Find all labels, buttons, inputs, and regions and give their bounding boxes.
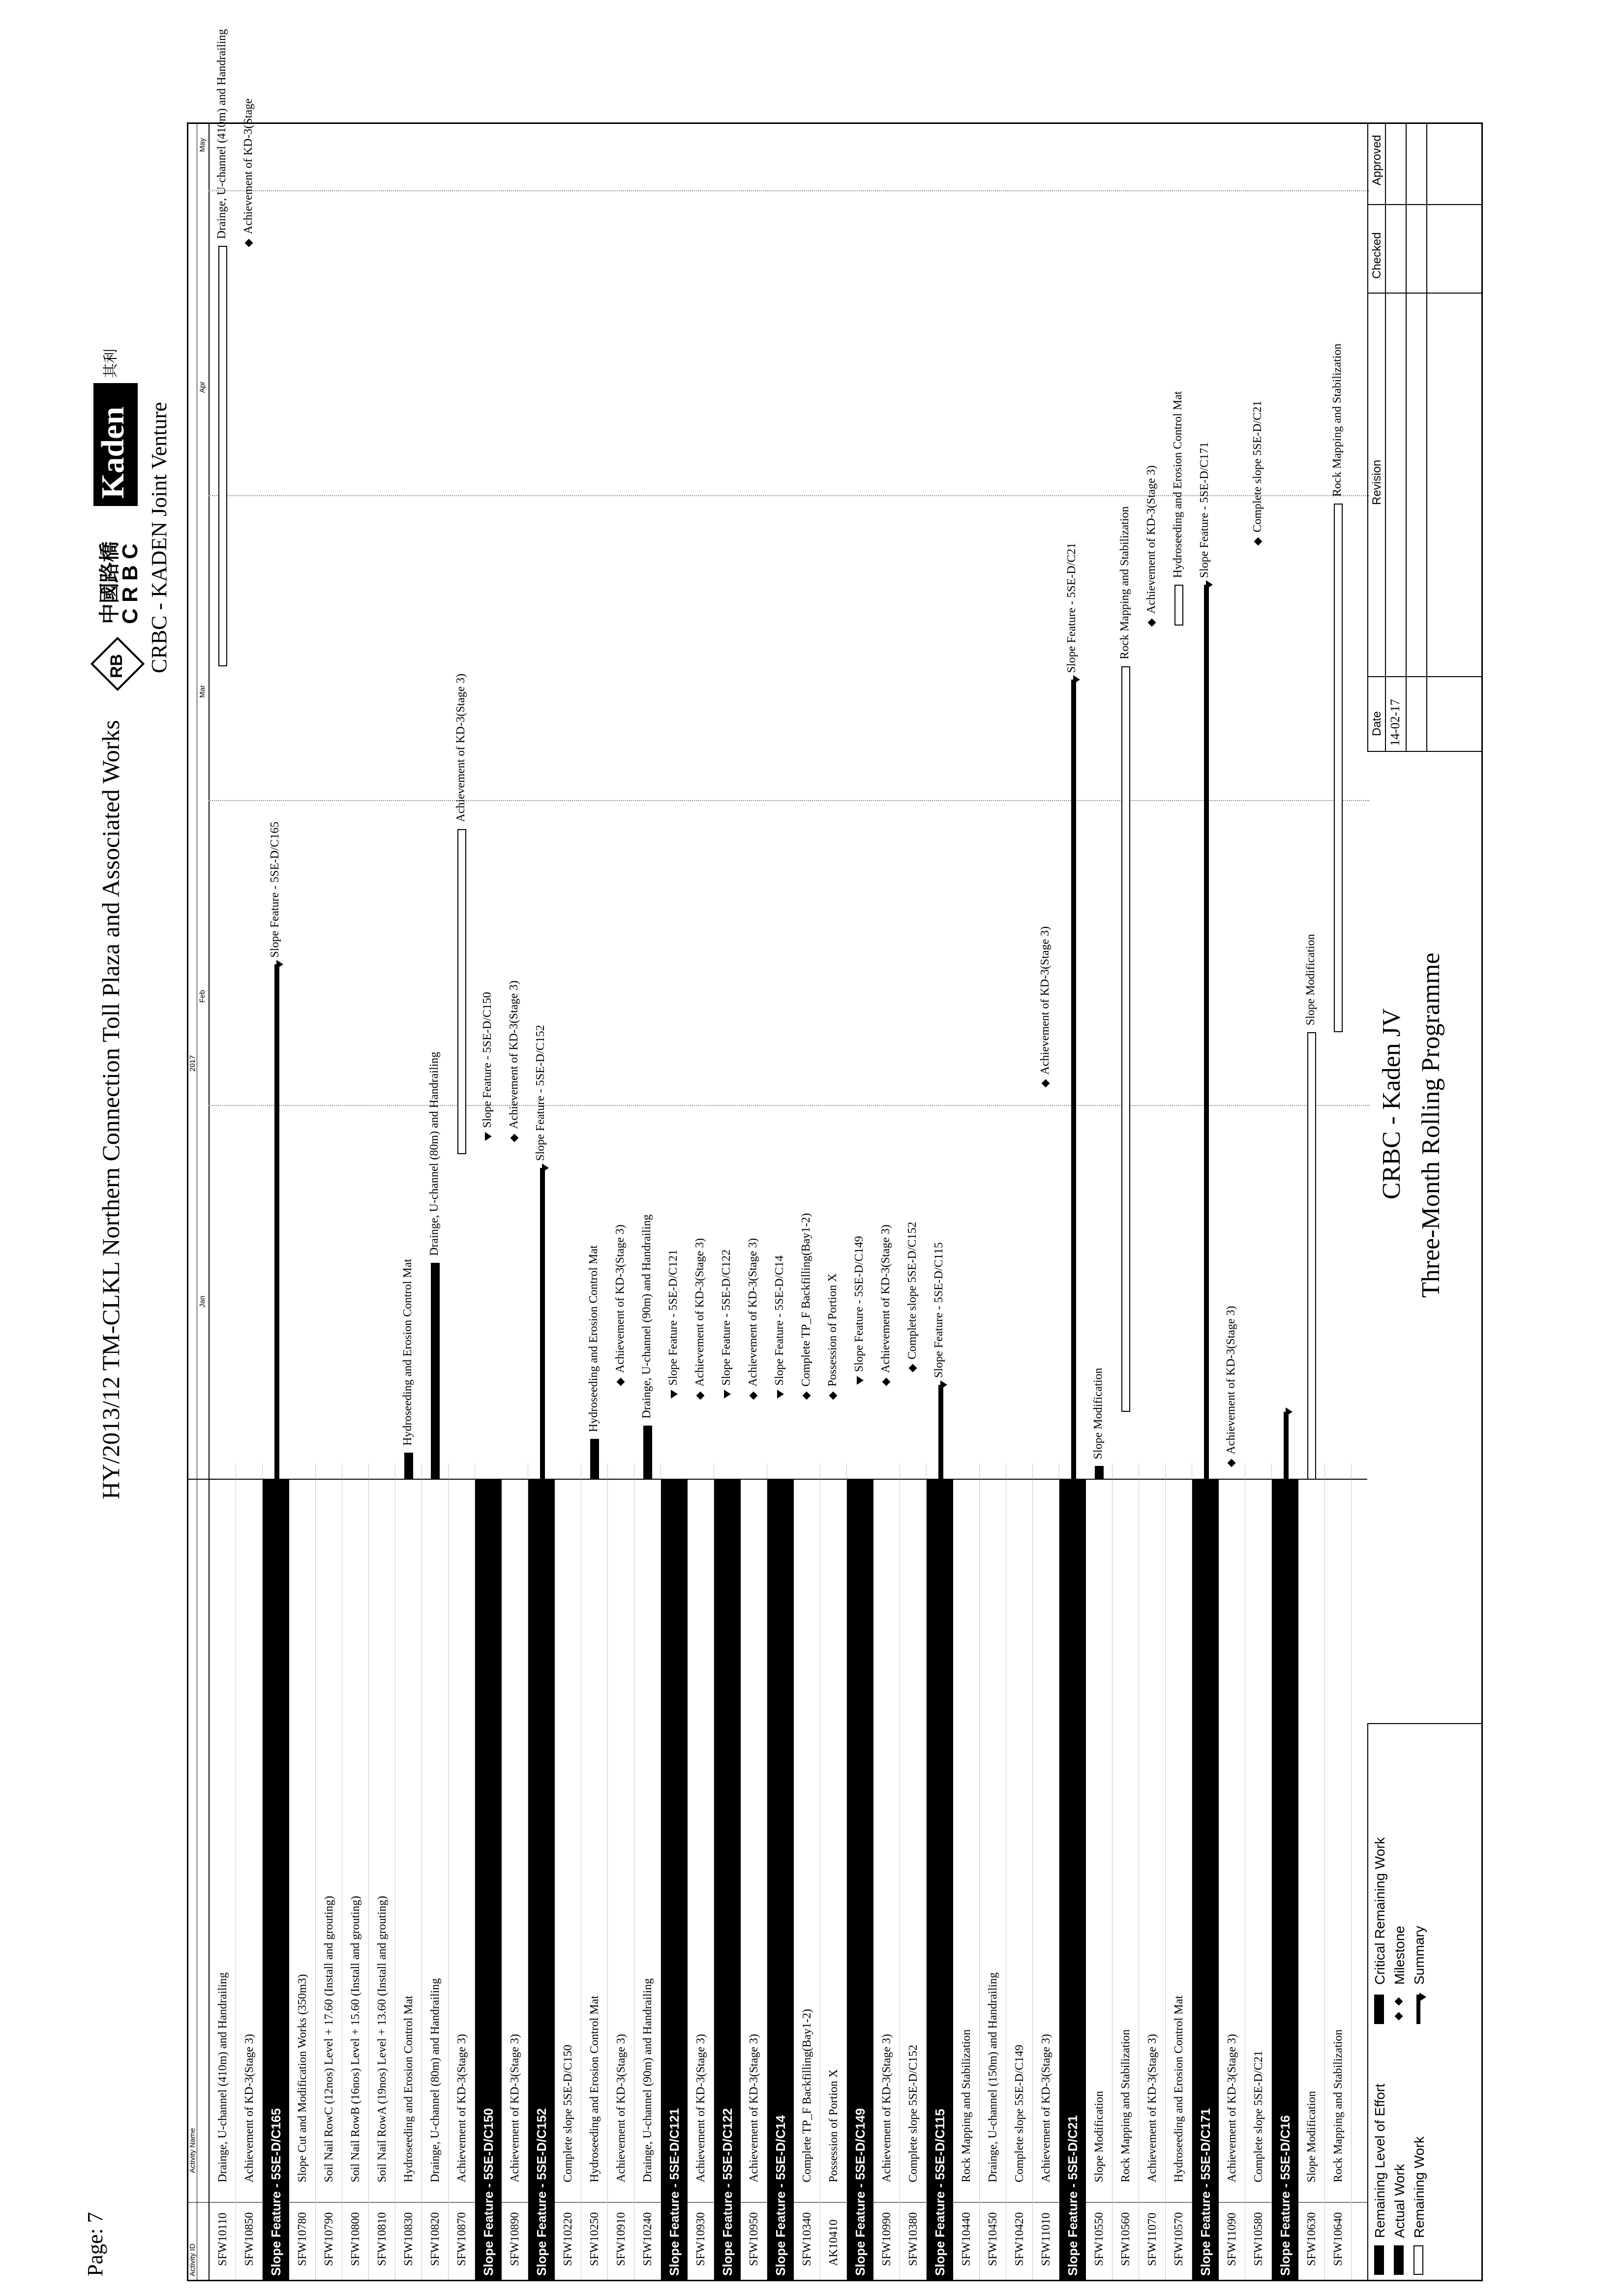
activity-id: SFW10110: [216, 2212, 229, 2266]
actual-work-bar: [431, 1263, 440, 1480]
summary-row: [1272, 131, 1298, 2280]
activity-row: [741, 131, 767, 2280]
summary-row: [661, 131, 688, 2280]
bar-label: Achievement of KD-3(Stage: [242, 98, 255, 235]
remaining-work-bar: [1307, 1032, 1316, 1480]
bar-label: Drainge, U-channel (410m) and Handrailing: [215, 29, 228, 239]
activity-row: [342, 131, 369, 2280]
activity-row: [236, 98, 263, 2280]
summary-marker: [857, 1376, 864, 1385]
bar-label: Slope Feature - 5SE-D/C149: [853, 1236, 866, 1372]
bar-label: Slope Feature - 5SE-D/C115: [932, 1242, 945, 1378]
bar-label: Slope Modification: [1304, 934, 1317, 1026]
activity-row: [1006, 131, 1033, 2280]
activity-name: Slope Cut and Modification Works (350m3): [296, 1974, 309, 2182]
milestone-marker: [750, 1391, 758, 1400]
summary-row: [714, 131, 741, 2280]
bar-label: Possession of Portion X: [826, 1273, 839, 1387]
logo-crbc: C R B C: [118, 543, 142, 624]
activity-name: Complete slope 5SE-D/C149: [1013, 2045, 1026, 2182]
milestone-marker: [882, 1378, 891, 1386]
summary-marker: [724, 1390, 731, 1399]
joint-venture-label: CRBC - KADEN Joint Venture: [147, 402, 171, 673]
month-mar: Mar: [198, 685, 207, 698]
bar-label: Achievement of KD-3(Stage 3): [747, 1238, 759, 1387]
actual-work-bar: [590, 1439, 599, 1480]
milestone-marker: [1228, 1459, 1236, 1467]
legend-remaining-work: Remaining Work: [1412, 2136, 1427, 2238]
legend-summary-icon: [1419, 1993, 1426, 2001]
milestone-marker: [1254, 537, 1263, 545]
activity-id: SFW10220: [562, 2212, 574, 2266]
activity-name: Soil Nail RowB (16nos) Level + 15.60 (Install and grouting): [349, 1896, 362, 2182]
activity-id: SFW11090: [1226, 2212, 1238, 2266]
bar-label: Drainge, U-channel (90m) and Handrailing: [640, 1214, 653, 1419]
bar-label: Achievement of KD-3(Stage 3): [508, 980, 520, 1129]
activity-row: [873, 131, 900, 2280]
summary-label: Slope Feature - 5SE-D/C14: [773, 2115, 788, 2276]
activity-row: [820, 131, 847, 2280]
summary-bar: [540, 1168, 545, 1480]
summary-row: [263, 131, 289, 2280]
activity-id: SFW10790: [323, 2212, 335, 2266]
activity-row: [581, 131, 608, 2280]
activity-name: Complete slope 5SE-D/C150: [562, 2045, 574, 2182]
bar-label: Complete TP_F Backfilling(Bay1-2): [800, 1213, 812, 1387]
activity-name: Soil Nail RowC (12nos) Level + 17.60 (Install and grouting): [323, 1896, 335, 2182]
activity-id: SFW10440: [960, 2212, 973, 2266]
bar-label: Hydroseeding and Erosion Control Mat: [1172, 391, 1184, 578]
legend-remaining-level: Remaining Level of Effort: [1372, 2084, 1387, 2238]
activity-name: Hydroseeding and Erosion Control Mat: [1173, 1996, 1185, 2182]
summary-bar: [1071, 680, 1076, 1480]
activity-name: Drainge, U-channel (90m) and Handrailing: [641, 1978, 654, 2182]
activity-name: Achievement of KD-3(Stage 3): [748, 2034, 760, 2182]
milestone-marker: [696, 1391, 705, 1400]
activity-row: [900, 131, 927, 2280]
summary-end-marker: [940, 1380, 947, 1389]
activity-row: [1033, 131, 1059, 2280]
activity-name: Hydroseeding and Erosion Control Mat: [588, 1996, 601, 2182]
rev-date-value: 14-02-17: [1388, 699, 1402, 746]
milestone-marker: [829, 1391, 838, 1400]
legend-actual-work: Actual Work: [1392, 2164, 1407, 2238]
activity-name: Slope Modification: [1093, 2091, 1106, 2182]
activity-name: Achievement of KD-3(Stage 3): [509, 2034, 521, 2182]
activity-id: SFW11010: [1040, 2212, 1053, 2266]
bar-label: Achievement of KD-3(Stage 3): [1145, 465, 1158, 614]
remaining-work-bar: [1174, 585, 1183, 626]
milestone-marker: [511, 1133, 519, 1142]
activity-id: SFW10910: [615, 2212, 628, 2266]
summary-marker: [485, 1132, 492, 1141]
kaden-chinese: 其利: [102, 349, 120, 378]
activity-name: Rock Mapping and Stabilization: [960, 2029, 973, 2182]
activity-name: Possession of Portion X: [827, 2069, 840, 2182]
rb-logo-text: RB: [107, 654, 126, 678]
activity-name: Achievement of KD-3(Stage 3): [615, 2034, 628, 2182]
activity-row: [369, 131, 395, 2280]
summary-label: Slope Feature - 5SE-D/C121: [667, 2108, 682, 2276]
actual-work-bar: [1095, 1466, 1104, 1480]
activity-row: [210, 29, 236, 2280]
activity-id: SFW10630: [1305, 2212, 1318, 2266]
summary-label: Slope Feature - 5SE-D/C21: [1065, 2115, 1080, 2276]
milestone-marker: [1042, 1079, 1050, 1088]
bar-label: Drainge, U-channel (80m) and Handrailing: [428, 1051, 441, 1256]
activity-id: SFW10570: [1173, 2212, 1185, 2266]
activity-name: Rock Mapping and Stabilization: [1332, 2029, 1345, 2182]
milestone-marker: [617, 1378, 625, 1386]
activity-row: [980, 131, 1006, 2280]
bar-label: Slope Feature - 5SE-D/C121: [667, 1249, 680, 1386]
activity-row: [422, 131, 449, 2280]
legend-swatch-actual: [1394, 2245, 1404, 2275]
kaden-logo-text: Kaden: [95, 406, 131, 499]
logo-block: [89, 152, 172, 693]
summary-row: [1059, 131, 1086, 2280]
activity-name: Achievement of KD-3(Stage 3): [1040, 2034, 1053, 2182]
bar-label: Achievement of KD-3(Stage 3): [614, 1224, 627, 1373]
activity-id: SFW10580: [1252, 2212, 1265, 2266]
legend: [1367, 1724, 1482, 2280]
bar-label: Achievement of KD-3(Stage 3): [1039, 926, 1052, 1075]
activity-row: [316, 131, 342, 2280]
activity-id: SFW10450: [987, 2212, 999, 2266]
legend-summary: Summary: [1412, 1926, 1427, 1985]
summary-bar: [1284, 1412, 1289, 1480]
bar-label: Slope Feature - 5SE-D/C21: [1065, 542, 1078, 673]
legend-milestone: Milestone: [1392, 1926, 1407, 1985]
rev-header-revision: Revision: [1370, 459, 1383, 505]
activity-name: Soil Nail RowA (19nos) Level + 13.60 (Install and grouting): [376, 1896, 389, 2182]
column-header-activity-id: Activity ID: [188, 2243, 197, 2276]
activity-name: Achievement of KD-3(Stage 3): [880, 2034, 893, 2182]
activity-id: SFW10560: [1119, 2212, 1132, 2266]
activity-id: SFW10950: [748, 2212, 760, 2266]
rev-header-checked: Checked: [1370, 232, 1383, 279]
summary-bar: [274, 964, 279, 1480]
column-header-activity-name: Activity Name: [188, 2128, 197, 2173]
activity-row: [1139, 131, 1166, 2280]
activity-row: [1219, 131, 1245, 2280]
bar-label: Rock Mapping and Stabilization: [1331, 343, 1344, 497]
activity-id: SFW10420: [1013, 2212, 1026, 2266]
bar-label: Complete slope 5SE-D/C152: [906, 1222, 919, 1360]
remaining-work-bar: [457, 829, 466, 1155]
bar-label: Hydroseeding and Erosion Control Mat: [401, 1258, 414, 1446]
rev-header-approved: Approved: [1370, 135, 1383, 185]
activity-row: [502, 131, 528, 2280]
bar-label: Slope Feature - 5SE-D/C152: [534, 1025, 547, 1161]
milestone-marker: [1148, 619, 1156, 627]
legend-swatch-remaining: [1413, 2245, 1423, 2275]
footer-programme: Three-Month Rolling Programme: [1417, 953, 1445, 1298]
activity-row: [555, 131, 581, 2280]
summary-label: Slope Feature - 5SE-D/C171: [1198, 2108, 1213, 2276]
summary-row: [528, 131, 555, 2280]
activity-row: [608, 131, 634, 2280]
summary-label: Slope Feature - 5SE-D/C152: [534, 2108, 549, 2276]
rev-header-date: Date: [1370, 711, 1383, 736]
footer-company: CRBC - Kaden JV: [1378, 1008, 1406, 1199]
activity-name: Achievement of KD-3(Stage 3): [694, 2034, 707, 2182]
logo-chinese: 中國路橋: [97, 541, 121, 624]
activity-id: AK10410: [827, 2219, 840, 2266]
summary-row: [927, 131, 953, 2280]
activity-id: SFW10800: [349, 2212, 362, 2266]
bar-label: Slope Modification: [1092, 1368, 1105, 1460]
legend-milestone-icon-2: [1395, 1998, 1403, 2006]
activity-id: SFW10240: [641, 2212, 654, 2266]
activity-name: Achievement of KD-3(Stage 3): [1226, 2034, 1238, 2182]
summary-row: [767, 131, 794, 2280]
legend-critical-remaining: Critical Remaining Work: [1372, 1837, 1387, 1985]
activity-row: [449, 131, 475, 2280]
revision-table: [1367, 123, 1482, 752]
bar-label: Achievement of KD-3(Stage 3): [693, 1238, 706, 1387]
activity-name: Achievement of KD-3(Stage 3): [455, 2034, 468, 2182]
activity-name: Complete slope 5SE-D/C152: [907, 2045, 920, 2182]
summary-label: Slope Feature - 5SE-D/C115: [932, 2109, 947, 2276]
activity-row: [688, 131, 714, 2280]
activity-name: Rock Mapping and Stabilization: [1119, 2029, 1132, 2182]
activity-row: [634, 131, 661, 2280]
activity-row: [1086, 131, 1113, 2280]
activity-name: Achievement of KD-3(Stage 3): [1146, 2034, 1159, 2182]
bar-label: Slope Feature - 5SE-D/C14: [773, 1255, 786, 1386]
activity-name: Hydroseeding and Erosion Control Mat: [402, 1996, 415, 2182]
activity-name: Complete TP_F Backfilling(Bay1-2): [801, 2009, 813, 2182]
activity-id: SFW10340: [801, 2212, 813, 2266]
summary-bar: [938, 1385, 943, 1480]
activity-name: Slope Modification: [1305, 2091, 1318, 2182]
bar-label: Achievement of KD-3(Stage 3): [879, 1224, 892, 1373]
page-label: Page: 7: [83, 2212, 107, 2276]
bar-label: Rock Mapping and Stabilization: [1118, 506, 1131, 659]
month-jan: Jan: [198, 1295, 207, 1308]
activity-id: SFW10380: [907, 2212, 920, 2266]
bar-label: Slope Feature - 5SE-D/C165: [269, 821, 281, 958]
summary-end-marker: [1073, 675, 1080, 684]
activity-name: Drainge, U-channel (410m) and Handrailing: [216, 1972, 229, 2182]
month-apr: Apr: [198, 381, 207, 393]
project-title: HY/2013/12 TM-CLKL Northern Connection Toll Plaza and Associated Works: [97, 720, 124, 1499]
activity-table: [210, 29, 1365, 2280]
activity-row: [395, 131, 422, 2280]
activity-row: [1245, 131, 1272, 2280]
activity-id: SFW10550: [1093, 2212, 1106, 2266]
actual-work-bar: [643, 1426, 652, 1480]
actual-work-bar: [404, 1453, 413, 1480]
bar-label: Complete slope 5SE-D/C21: [1251, 400, 1264, 533]
summary-row: [847, 131, 873, 2280]
legend-milestone-icon: [1395, 2012, 1403, 2021]
summary-marker: [777, 1390, 784, 1399]
summary-end-marker: [276, 960, 283, 969]
activity-row: [794, 131, 820, 2280]
summary-label: Slope Feature - 5SE-D/C149: [853, 2108, 868, 2276]
activity-row: [1298, 131, 1325, 2280]
activity-id: SFW10810: [376, 2212, 389, 2266]
activity-name: Drainge, U-channel (80m) and Handrailing: [429, 1978, 442, 2182]
activity-row: [953, 131, 980, 2280]
activity-id: SFW10870: [455, 2212, 468, 2266]
activity-row: [1166, 131, 1192, 2280]
bar-label: Slope Feature - 5SE-D/C122: [720, 1249, 733, 1386]
summary-end-marker: [542, 1163, 549, 1172]
summary-label: Slope Feature - 5SE-D/C122: [720, 2108, 735, 2276]
summary-bar: [1204, 585, 1209, 1480]
summary-marker: [671, 1390, 678, 1399]
milestone-marker: [803, 1391, 811, 1400]
bar-label: Achievement of KD-3(Stage 3): [1225, 1306, 1237, 1455]
month-may: May: [198, 138, 207, 152]
summary-row: [475, 131, 502, 2280]
activity-id: SFW10780: [296, 2212, 309, 2266]
activity-row: [289, 131, 316, 2280]
milestone-marker: [909, 1364, 917, 1372]
activity-row: [1113, 131, 1139, 2280]
activity-name: Drainge, U-channel (150m) and Handrailing: [987, 1972, 999, 2182]
activity-id: SFW10850: [243, 2212, 256, 2266]
bar-label: Hydroseeding and Erosion Control Mat: [587, 1245, 600, 1432]
activity-id: SFW10930: [694, 2212, 707, 2266]
remaining-work-bar: [1334, 504, 1343, 1032]
milestone-marker: [245, 239, 253, 247]
remaining-work-bar: [1121, 666, 1130, 1412]
activity-row: [1325, 131, 1352, 2280]
summary-label: Slope Feature - 5SE-D/C150: [481, 2108, 496, 2276]
activity-name: Complete slope 5SE-D/C21: [1252, 2051, 1265, 2182]
summary-end-marker: [1286, 1407, 1293, 1416]
activity-id: SFW10890: [509, 2212, 521, 2266]
bar-label: Achievement of KD-3(Stage 3): [454, 673, 467, 822]
activity-id: SFW10820: [429, 2212, 442, 2266]
legend-swatch-remaining-level: [1374, 2245, 1384, 2275]
activity-id: SFW10990: [880, 2212, 893, 2266]
summary-row: [1192, 131, 1219, 2280]
activity-id: SFW11070: [1146, 2212, 1159, 2266]
bar-label: Slope Feature - 5SE-D/C171: [1198, 442, 1211, 578]
summary-end-marker: [1206, 580, 1213, 589]
summary-label: Slope Feature - 5SE-D/C16: [1278, 2115, 1293, 2276]
activity-id: SFW10830: [402, 2212, 415, 2266]
bar-label: Slope Feature - 5SE-D/C150: [481, 992, 494, 1128]
row-separator: [1351, 1463, 1352, 2280]
month-feb: Feb: [198, 990, 207, 1003]
timescale-year: 2017: [188, 1055, 197, 1072]
activity-name: Achievement of KD-3(Stage 3): [243, 2034, 256, 2182]
remaining-work-bar: [218, 246, 227, 666]
activity-id: SFW10640: [1332, 2212, 1345, 2266]
legend-swatch-critical: [1374, 1995, 1384, 2024]
activity-id: SFW10250: [588, 2212, 601, 2266]
summary-label: Slope Feature - 5SE-D/C165: [269, 2108, 283, 2276]
